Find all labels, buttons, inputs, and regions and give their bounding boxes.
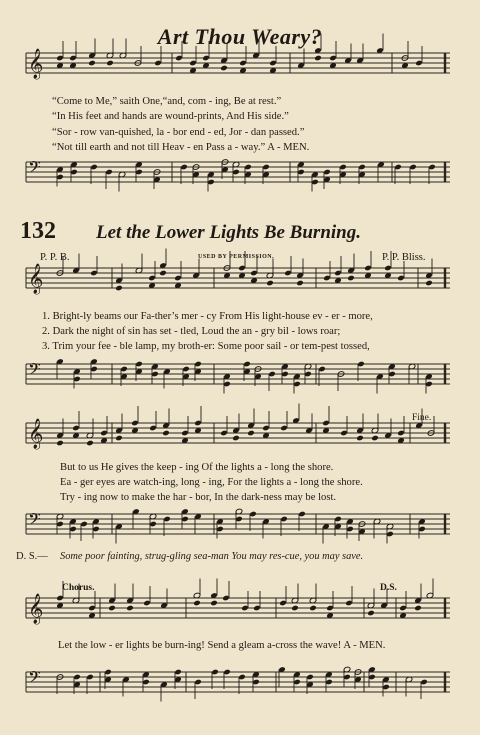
- note-head: [314, 55, 322, 62]
- treble-clef: 𝄞: [28, 49, 44, 79]
- ds-prefix: D. S.—: [16, 551, 48, 562]
- chorus-label: Chorus.: [62, 583, 95, 593]
- hymn1-lyric-line-2: “In His feet and hands are wound-prints, And His side.”: [52, 111, 289, 122]
- hymn-title-lower-lights: Let the Lower Lights Be Burning.: [96, 222, 361, 243]
- note-head: [159, 270, 167, 277]
- hymn-number: 132: [20, 218, 56, 244]
- note-head: [108, 605, 116, 612]
- note-head: [106, 60, 114, 67]
- note-head: [232, 435, 240, 442]
- note-head: [309, 605, 317, 612]
- note-head: [371, 435, 379, 442]
- permission-note: USED BY PERMISSION.: [198, 254, 275, 260]
- hymn1-lyric-line-1: “Come to Me,” saith One,“and, com - ing, Be at rest.”: [52, 96, 282, 107]
- note-head: [115, 285, 123, 292]
- verse-line-1: 1. Bright-ly beams our Fa-ther’s mer - cy From His light-house ev - er - more,: [42, 311, 373, 322]
- note-head: [162, 430, 170, 437]
- hymn1-lyric-line-3: “Sor - row van-quished, la - bor end - ed, Jor - dan passed.”: [52, 127, 305, 138]
- ds-label: D.S.: [380, 583, 397, 593]
- treble-clef: 𝄞: [28, 264, 44, 294]
- composer-name: P. P. Bliss.: [382, 252, 426, 263]
- note-head: [414, 605, 422, 612]
- verse-line-3: 3. Trim your fee - ble lamp, my broth-er: Some poor sail - or tem-pest tossed,: [42, 341, 370, 352]
- fine-marking: Fine.: [412, 413, 432, 423]
- treble-clef: 𝄞: [28, 594, 44, 624]
- note-head: [88, 60, 96, 67]
- note-head: [247, 430, 255, 437]
- refrain-line-3: Try - ing now to make the har - bor, In the dark-ness may be lost.: [60, 492, 337, 503]
- note-head: [56, 440, 64, 447]
- note-head: [266, 280, 274, 287]
- treble-clef: 𝄞: [28, 419, 44, 449]
- note-head: [210, 600, 218, 607]
- bass-clef: 𝄢: [28, 359, 41, 383]
- bass-clef: 𝄢: [28, 157, 41, 181]
- author-initials: P. P. B.: [40, 252, 70, 263]
- note-head: [367, 610, 375, 617]
- note-head: [126, 605, 134, 612]
- note-head: [425, 280, 433, 287]
- note-head: [220, 65, 228, 72]
- note-head: [347, 275, 355, 282]
- verse-line-2: 2. Dark the night of sin has set - tled, Loud the an - gry bil - lows roar;: [42, 326, 341, 337]
- chorus-lyric-line: Let the low - er lights be burn-ing! Send a gleam a-cross the wave! A - MEN.: [58, 640, 386, 651]
- note-head: [86, 440, 94, 447]
- refrain-line-2: Ea - ger eyes are watch-ing, long - ing, For the lights a - long the shore.: [60, 477, 363, 488]
- note-head: [296, 280, 304, 287]
- hymn-title-art-thou-weary: Art Thou Weary?: [157, 24, 323, 49]
- note-head: [356, 435, 364, 442]
- clefs: [28, 48, 43, 691]
- note-head: [291, 605, 299, 612]
- hymn1-lyric-line-4: “Not till earth and not till Heav - en Pass a - way.” A - MEN.: [52, 142, 310, 153]
- refrain-line-1: But to us He gives the keep - ing Of the lights a - long the shore.: [60, 462, 334, 473]
- bass-clef: 𝄢: [28, 667, 41, 691]
- note-head: [115, 435, 123, 442]
- bass-clef: 𝄢: [28, 509, 41, 533]
- note-head: [193, 600, 201, 607]
- ds-lyric-line: Some poor fainting, strug-gling sea-man You may res-cue, you may save.: [60, 551, 364, 562]
